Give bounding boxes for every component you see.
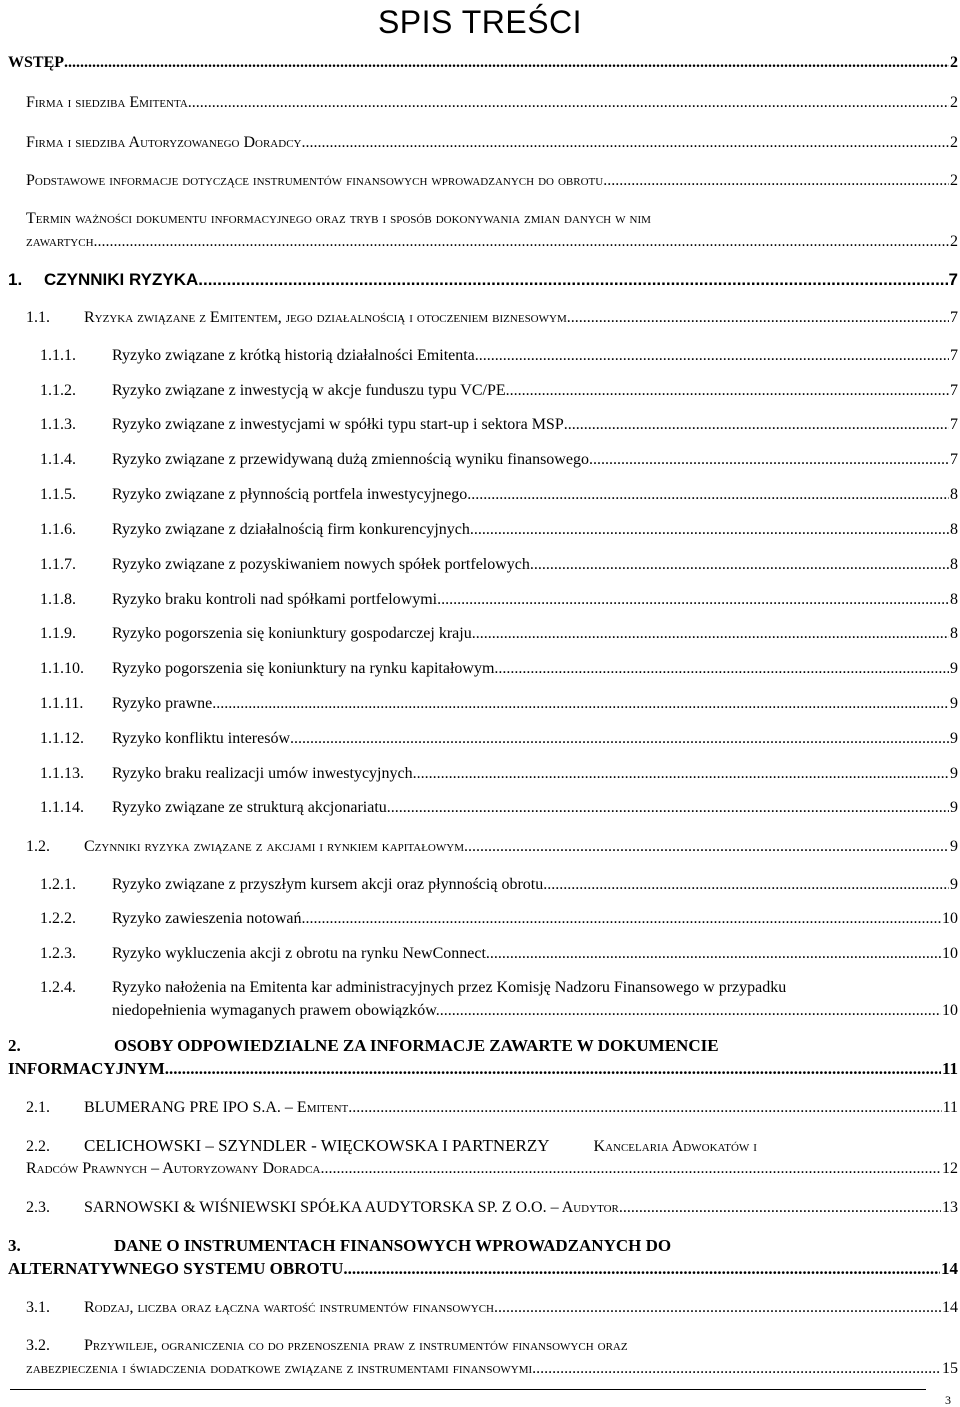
toc-entry-page: 2 <box>950 94 958 111</box>
toc-entry-number: 1.1.14. <box>40 799 84 816</box>
toc-entry-3-2-line2[interactable] <box>26 1358 958 1380</box>
toc-entry-text: Ryzyko związane z inwestycjami w spółki typu start-up i sektora MSP <box>112 416 564 433</box>
toc-entry-number: 1.1.8. <box>40 591 76 608</box>
toc-entry-2-2-line2[interactable] <box>26 1158 958 1180</box>
toc-entry-osoby-line1[interactable] <box>8 1035 958 1057</box>
toc-entry-page: 8 <box>950 521 958 538</box>
toc-entry-page: 14 <box>942 1299 958 1316</box>
dot-leader <box>387 797 949 819</box>
toc-entry-1-2[interactable] <box>26 836 958 858</box>
dot-leader <box>532 1358 941 1380</box>
toc-entry-number: 1.1.12. <box>40 730 84 747</box>
dot-leader <box>94 231 949 253</box>
footer-rule <box>10 1389 926 1390</box>
toc-entry-1-1-5[interactable] <box>40 484 958 506</box>
toc-entry-page: 13 <box>942 1199 958 1216</box>
toc-entry-text: Firma i siedziba Autoryzowanego Doradcy <box>26 134 302 151</box>
toc-entry-page: 8 <box>950 625 958 642</box>
toc-entry-text: Firma i siedziba Emitenta <box>26 94 188 111</box>
toc-entry-text: Radców Prawnych – Autoryzowany Doradca <box>26 1160 321 1177</box>
toc-entry-text: Ryzyko braku kontroli nad spółkami portfelowymi <box>112 591 438 608</box>
dot-leader <box>64 52 949 74</box>
page-title: SPIS TREŚCI <box>377 4 583 40</box>
toc-entry-text: niedopełnienia wymaganych prawem obowiązków. <box>112 1002 440 1019</box>
toc-entry-3-1[interactable] <box>26 1297 958 1319</box>
toc-entry-text: Ryzyko związane z przyszłym kursem akcji oraz płynnością obrotu <box>112 876 544 893</box>
toc-entry-number: 1.1.1. <box>40 347 76 364</box>
dot-leader <box>543 874 949 896</box>
toc-entry-2-1[interactable] <box>26 1097 958 1119</box>
toc-entry-page: 7 <box>950 416 958 433</box>
toc-entry-firma-emitenta[interactable] <box>26 92 958 114</box>
toc-entry-1-1-7[interactable] <box>40 554 958 576</box>
dot-leader <box>619 1197 941 1219</box>
toc-entry-text: ALTERNATYWNEGO SYSTEMU OBROTU <box>8 1259 344 1278</box>
toc-entry-text: CELICHOWSKI – SZYNDLER - WIĘCKOWSKA I PARTNERZY <box>84 1136 550 1155</box>
toc-entry-page: 10 <box>942 910 958 927</box>
toc-entry-number: 1.1.10. <box>40 660 84 677</box>
toc-entry-1-2-1[interactable] <box>40 874 958 896</box>
toc-entry-ryzyka-emitent[interactable] <box>26 307 958 329</box>
toc-entry-number: 2.3. <box>26 1199 50 1216</box>
toc-entry-number: 2.2. <box>26 1138 50 1155</box>
toc-entry-dane-line1[interactable] <box>8 1235 958 1257</box>
toc-entry-number: 1.2.1. <box>40 876 76 893</box>
toc-entry-3-2-line1[interactable] <box>26 1335 958 1357</box>
page-number: 3 <box>945 1393 951 1407</box>
toc-entry-1-1-14[interactable] <box>40 797 958 819</box>
toc-entry-page: 10 <box>942 1002 958 1019</box>
toc-entry-text: Ryzyko braku realizacji umów inwestycyjnych <box>112 765 413 782</box>
toc-entry-text: Ryzyko związane z płynnością portfela inwestycyjnego <box>112 486 468 503</box>
toc-entry-number: 1.1.6. <box>40 521 76 538</box>
dot-leader <box>440 1000 941 1022</box>
toc-entry-page: 11 <box>942 1099 958 1116</box>
toc-entry-wstep[interactable] <box>8 52 958 74</box>
dot-leader <box>188 92 949 114</box>
dot-leader <box>467 484 949 506</box>
toc-entry-osoby-line2[interactable] <box>8 1058 958 1080</box>
dot-leader <box>494 1297 941 1319</box>
toc-entry-page: 7 <box>950 347 958 364</box>
toc-entry-1-1-9[interactable] <box>40 623 958 645</box>
toc-entry-1-1-12[interactable] <box>40 728 958 750</box>
toc-entry-text: Czynniki ryzyka związane z akcjami i rynkiem kapitałowym <box>84 838 464 855</box>
dot-leader <box>290 728 949 750</box>
dot-leader <box>567 307 949 329</box>
toc-entry-text: Ryzyko nałożenia na Emitenta kar administracyjnych przez Komisję Nadzoru Finansowego w przypadku <box>112 979 787 996</box>
toc-entry-1-1-4[interactable] <box>40 449 958 471</box>
dot-leader <box>589 449 949 471</box>
toc-entry-text: Ryzyko związane ze strukturą akcjonariatu <box>112 799 387 816</box>
toc-entry-page: 9 <box>950 799 958 816</box>
dot-leader <box>165 1058 941 1080</box>
toc-entry-text-secondary: Kancelaria Adwokatów i <box>593 1138 757 1155</box>
toc-entry-number: 2. <box>8 1036 21 1055</box>
toc-entry-termin-line1[interactable]: Termin ważności dokumentu informacyjnego oraz tryb i sposób dokonywania zmian danych w nim <box>26 210 651 227</box>
toc-entry-page: 9 <box>950 730 958 747</box>
toc-entry-page: 2 <box>950 134 958 151</box>
toc-entry-page: 12 <box>942 1160 958 1177</box>
toc-entry-1-1-8[interactable] <box>40 589 958 611</box>
toc-entry-text: SARNOWSKI & WIŚNIEWSKI SPÓŁKA AUDYTORSKA SP. Z O.O. – Audytor <box>84 1199 619 1216</box>
toc-entry-text: Ryzyko związane z przewidywaną dużą zmiennością wyniku finansowego <box>112 451 589 468</box>
dot-leader <box>564 414 949 436</box>
toc-entry-1-1-3[interactable] <box>40 414 958 436</box>
toc-entry-text: Ryzyko prawne <box>112 695 213 712</box>
toc-entry-text: Ryzyko pogorszenia się koniunktury gospodarczej kraju <box>112 625 472 642</box>
dot-leader <box>348 1097 941 1119</box>
toc-entry-page: 8 <box>950 591 958 608</box>
dot-leader <box>212 693 949 715</box>
toc-entry-text: Ryzyko związane z pozyskiwaniem nowych spółek portfelowych <box>112 556 530 573</box>
toc-entry-text: Ryzyko pogorszenia się koniunktury na rynku kapitałowym <box>112 660 495 677</box>
toc-entry-page: 9 <box>950 876 958 893</box>
toc-entry-1-1-6[interactable] <box>40 519 958 541</box>
toc-entry-number: 1.1.5. <box>40 486 76 503</box>
toc-entry-text: DANE O INSTRUMENTACH FINANSOWYCH WPROWADZANYCH DO <box>114 1236 672 1255</box>
toc-entry-page: 8 <box>950 556 958 573</box>
dot-leader <box>603 170 949 192</box>
toc-entry-page: 7 <box>950 309 958 326</box>
dot-leader <box>486 943 941 965</box>
toc-entry-number: 1.1.7. <box>40 556 76 573</box>
toc-entry-czynniki-ryzyka[interactable] <box>8 269 958 291</box>
toc-entry-1-1-13[interactable] <box>40 763 958 785</box>
toc-entry-number: 1. <box>8 270 23 289</box>
dot-leader <box>470 519 949 541</box>
toc-entry-page: 9 <box>950 838 958 855</box>
toc-entry-1-1-11[interactable] <box>40 693 958 715</box>
toc-entry-page: 7 <box>948 270 958 289</box>
toc-entry-text: Ryzyko związane z inwestycją w akcje funduszu typu VC/PE <box>112 382 506 399</box>
toc-entry-page: 9 <box>950 660 958 677</box>
dot-leader <box>198 269 947 291</box>
toc-entry-page: 2 <box>950 54 958 71</box>
toc-entry-number: 2.1. <box>26 1099 50 1116</box>
toc-entry-number: 3.2. <box>26 1337 50 1354</box>
toc-entry-page: 15 <box>942 1360 958 1377</box>
toc-entry-page: 14 <box>941 1259 958 1278</box>
toc-entry-1-1-10[interactable] <box>40 658 958 680</box>
toc-entry-podstawowe-informacje[interactable] <box>26 170 958 192</box>
toc-entry-text: INFORMACYJNYM <box>8 1059 165 1078</box>
toc-entry-text: CZYNNIKI RYZYKA <box>44 270 199 289</box>
toc-entry-number: 3.1. <box>26 1299 50 1316</box>
toc-entry-number: 1.2. <box>26 838 50 855</box>
toc-entry-text: Rodzaj, liczba oraz łączna wartość instrumentów finansowych <box>84 1299 494 1316</box>
toc-entry-page: 7 <box>950 451 958 468</box>
dot-leader <box>302 908 941 930</box>
toc-entry-page: 9 <box>950 695 958 712</box>
toc-entry-page: 11 <box>941 1059 958 1078</box>
dot-leader <box>506 380 949 402</box>
toc-entry-number: 1.1.9. <box>40 625 76 642</box>
toc-entry-page: 8 <box>950 486 958 503</box>
toc-entry-text: Ryzyko zawieszenia notowań <box>112 910 302 927</box>
toc-entry-number: 3. <box>8 1236 21 1255</box>
toc-entry-text: BLUMERANG PRE IPO S.A. – Emitent <box>84 1099 349 1116</box>
toc-entry-number: 1.2.3. <box>40 945 76 962</box>
dot-leader <box>343 1258 940 1280</box>
dot-leader <box>472 623 949 645</box>
toc-entry-firma-doradcy[interactable] <box>26 132 958 154</box>
toc-entry-1-2-4-line2[interactable] <box>112 1000 958 1022</box>
dot-leader <box>464 836 949 858</box>
toc-entry-1-2-3[interactable] <box>40 943 958 965</box>
toc-entry-page: 10 <box>942 945 958 962</box>
toc-entry-text: Ryzyko związane z działalnością firm konkurencyjnych <box>112 521 470 538</box>
toc-entry-text: Ryzyka związane z Emitentem, jego działalnością i otoczeniem biznesowym <box>84 309 567 326</box>
toc-entry-dane-line2[interactable] <box>8 1258 958 1280</box>
toc-entry-number: 1.1.4. <box>40 451 76 468</box>
toc-entry-page: 2 <box>950 233 958 250</box>
toc-entry-number: 1.1.13. <box>40 765 84 782</box>
toc-entry-page: 9 <box>950 765 958 782</box>
toc-entry-text: zabezpieczenia i świadczenia dodatkowe związane z instrumentami finansowymi <box>26 1360 533 1377</box>
toc-entry-text: WSTĘP <box>8 54 65 71</box>
dot-leader <box>437 589 949 611</box>
toc-entry-2-3[interactable] <box>26 1197 958 1219</box>
dot-leader <box>475 345 949 367</box>
dot-leader <box>530 554 949 576</box>
toc-entry-number: 1.2.4. <box>40 979 76 996</box>
toc-entry-text: Ryzyko związane z krótką historią działalności Emitenta <box>112 347 475 364</box>
toc-entry-text: Przywileje, ograniczenia co do przenoszenia praw z instrumentów finansowych oraz <box>84 1337 628 1354</box>
toc-entry-1-1-2[interactable] <box>40 380 958 402</box>
toc-entry-1-2-4-line1[interactable] <box>40 977 958 999</box>
toc-entry-2-2-line1[interactable] <box>26 1135 958 1157</box>
toc-entry-text: OSOBY ODPOWIEDZIALNE ZA INFORMACJE ZAWARTE W DOKUMENCIE <box>114 1036 719 1055</box>
dot-leader <box>413 763 949 785</box>
toc-entry-page: 2 <box>950 172 958 189</box>
toc-entry-text: Podstawowe informacje dotyczące instrumentów finansowych wprowadzanych do obrotu <box>26 172 604 189</box>
toc-entry-number: 1.2.2. <box>40 910 76 927</box>
dot-leader <box>494 658 949 680</box>
toc-entry-1-2-2[interactable] <box>40 908 958 930</box>
dot-leader <box>301 132 949 154</box>
toc-entry-text: Ryzyko wykluczenia akcji z obrotu na rynku NewConnect <box>112 945 486 962</box>
toc-entry-number: 1.1.11. <box>40 695 84 712</box>
toc-entry-number: 1.1.3. <box>40 416 76 433</box>
dot-leader <box>321 1158 942 1180</box>
toc-entry-text: zawartych <box>26 233 94 250</box>
toc-entry-text: Ryzyko konfliktu interesów <box>112 730 290 747</box>
toc-entry-page: 7 <box>950 382 958 399</box>
toc-entry-termin-line2[interactable] <box>26 231 958 253</box>
toc-entry-number: 1.1. <box>26 309 50 326</box>
toc-entry-1-1-1[interactable] <box>40 345 958 367</box>
toc-entry-number: 1.1.2. <box>40 382 76 399</box>
